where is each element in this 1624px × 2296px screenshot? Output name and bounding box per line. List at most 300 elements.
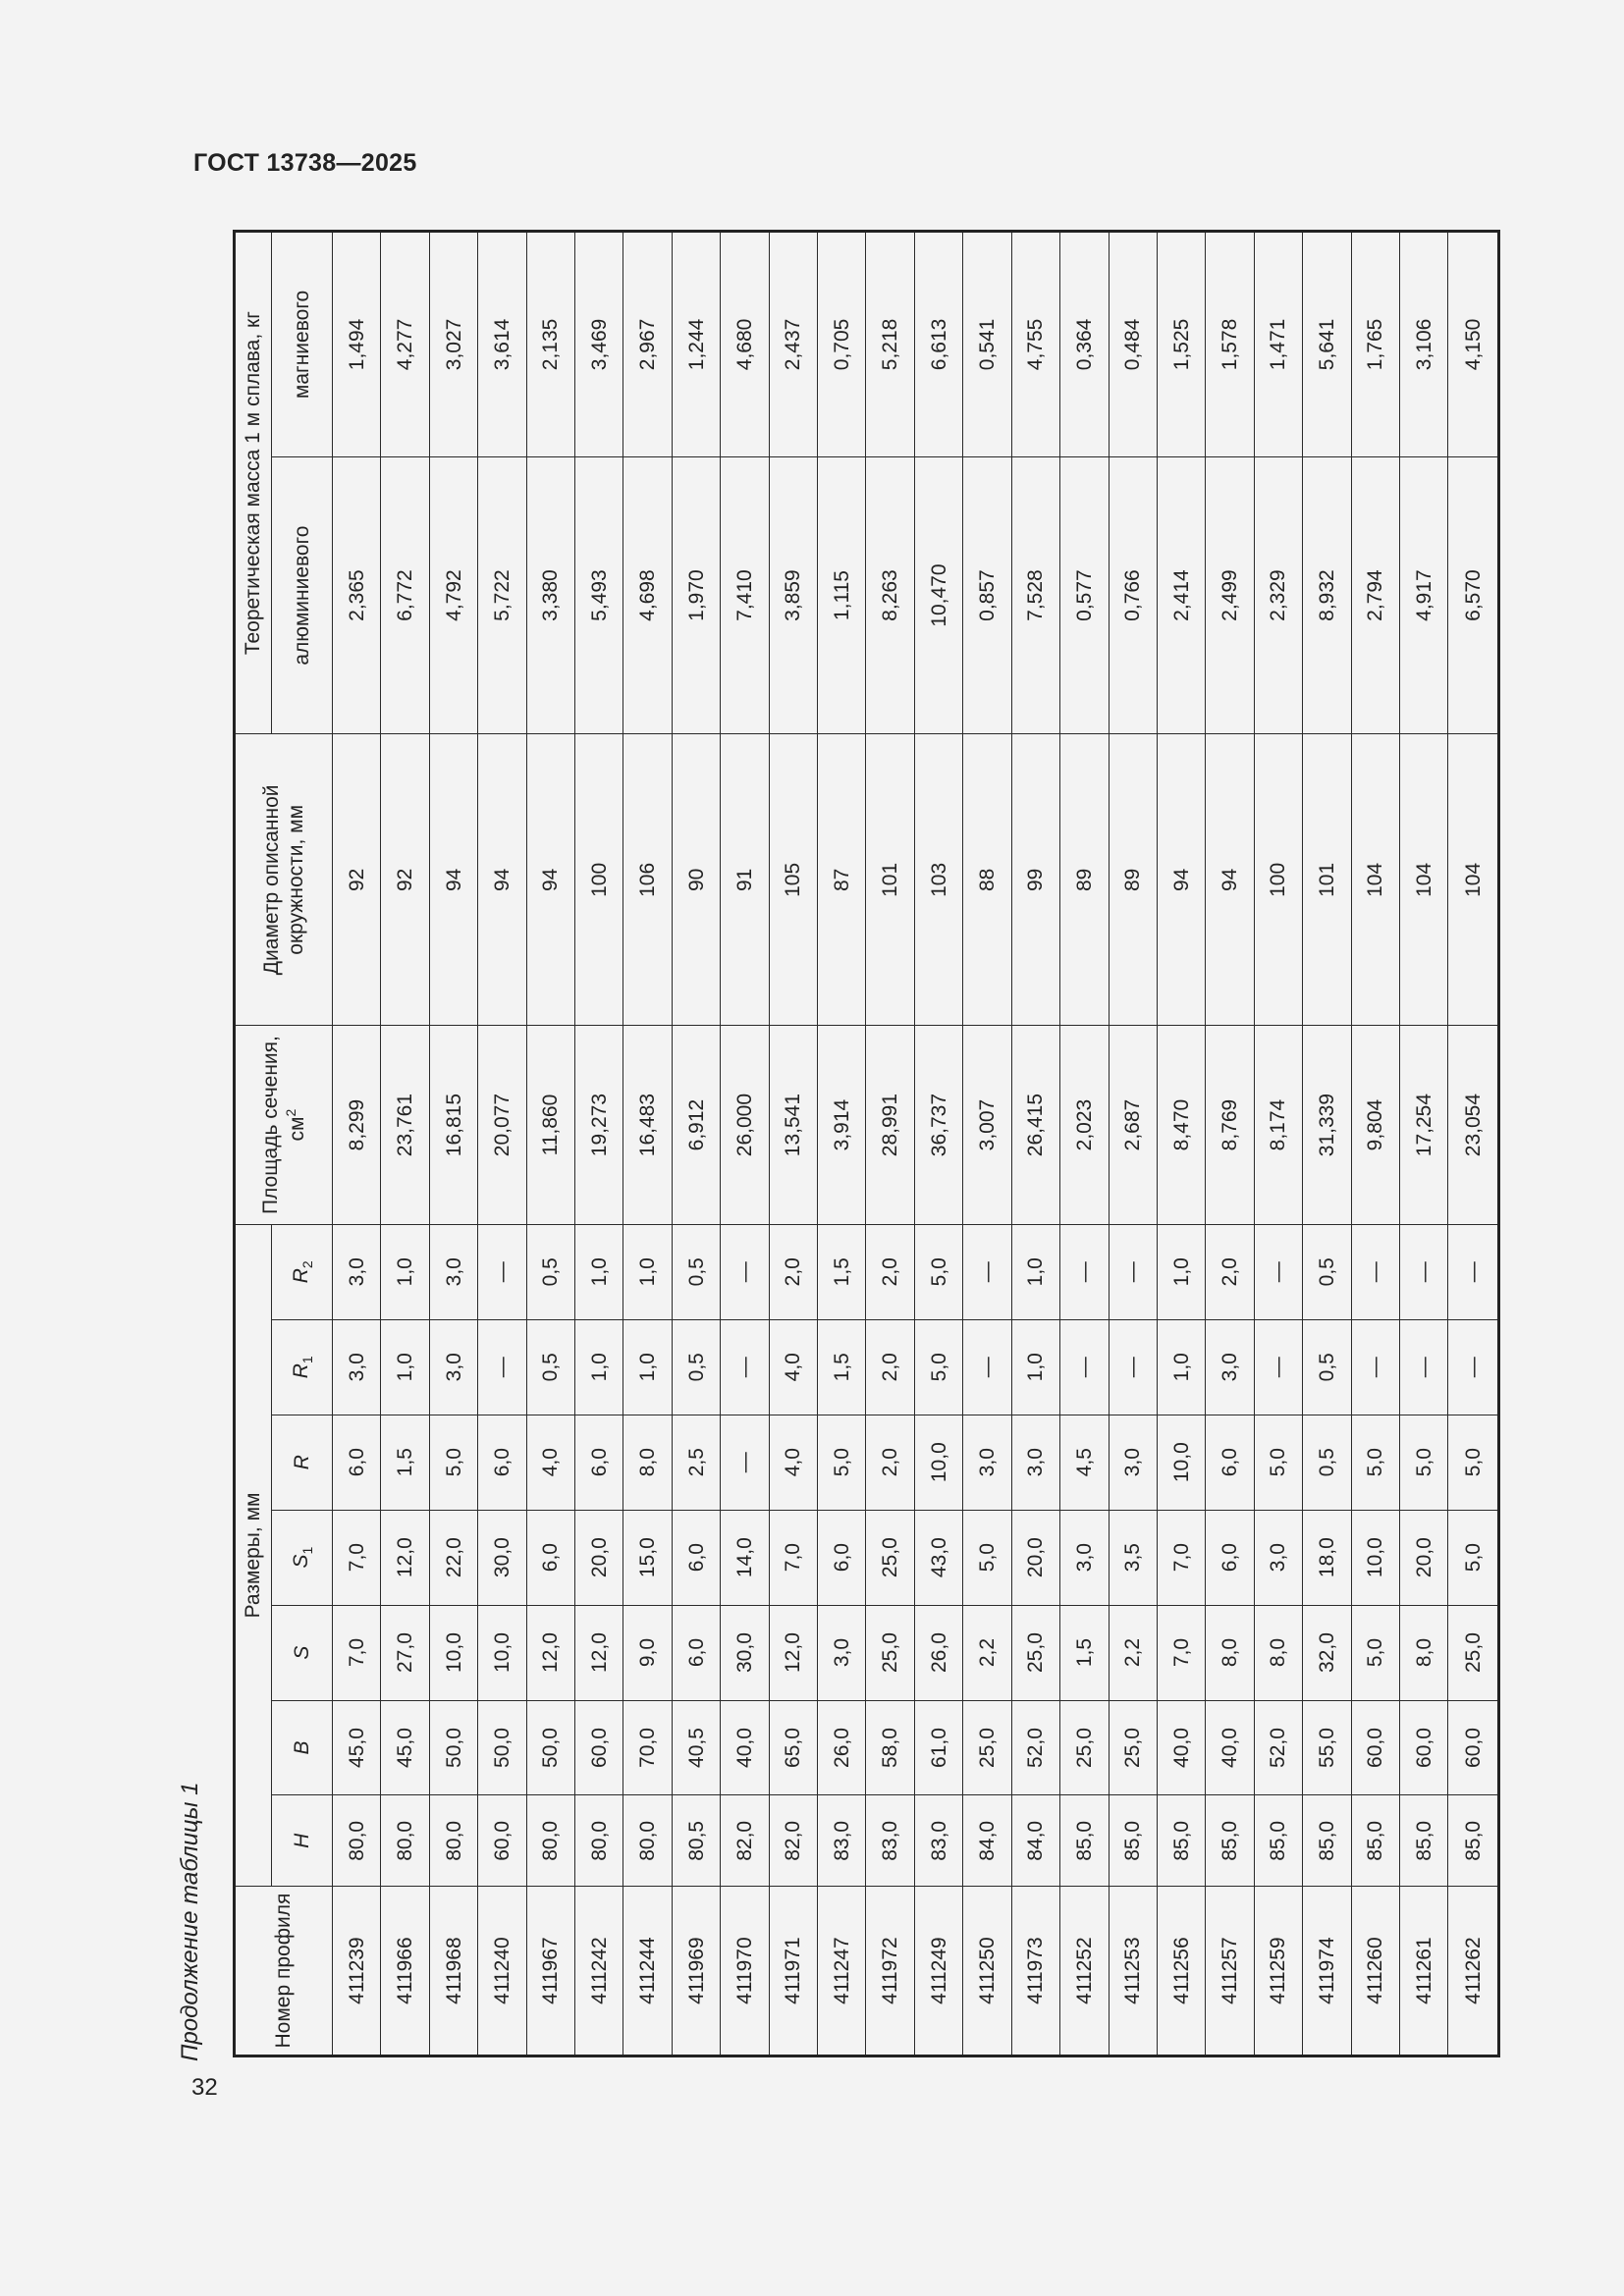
cell-dim-s: 10,0 [478, 1605, 526, 1700]
cell-area: 26,000 [721, 1026, 769, 1224]
cell-dim-s: 2,2 [1109, 1605, 1157, 1700]
cell-dim-r: 3,0 [1011, 1415, 1059, 1510]
cell-dim-r1: 0,5 [526, 1319, 574, 1415]
cell-area: 11,860 [526, 1026, 574, 1224]
cell-profile-number: 411262 [1448, 1887, 1499, 2056]
cell-dim-b: 61,0 [914, 1700, 962, 1795]
cell-area: 31,339 [1303, 1026, 1351, 1224]
cell-dim-s1: 18,0 [1303, 1510, 1351, 1605]
cell-profile-number: 411261 [1399, 1887, 1447, 2056]
cell-dim-s1: 30,0 [478, 1510, 526, 1605]
cell-mass-aluminum: 8,263 [866, 456, 914, 733]
table-body [333, 232, 1499, 2056]
cell-dim-s: 5,0 [1351, 1605, 1399, 1700]
cell-dim-r1: — [1448, 1319, 1499, 1415]
cell-area: 8,470 [1157, 1026, 1205, 1224]
header-mass-magnesium: магниевого [272, 232, 333, 457]
cell-mass-aluminum: 6,772 [381, 456, 429, 733]
cell-area: 8,769 [1206, 1026, 1254, 1224]
cell-dim-r2: 5,0 [914, 1224, 962, 1319]
cell-diameter: 89 [1109, 734, 1157, 1026]
header-dimensions: Размеры, мм [235, 1224, 272, 1886]
cell-profile-number: 411972 [866, 1887, 914, 2056]
cell-dim-r2: 1,0 [623, 1224, 672, 1319]
cell-dim-r2: 2,0 [1206, 1224, 1254, 1319]
cell-mass-aluminum: 4,792 [429, 456, 477, 733]
cell-dim-r: 5,0 [1448, 1415, 1499, 1510]
cell-area: 23,054 [1448, 1026, 1499, 1224]
table-row [1206, 232, 1254, 2056]
table-row [818, 232, 866, 2056]
cell-mass-aluminum: 2,794 [1351, 456, 1399, 733]
table-row [914, 232, 962, 2056]
cell-mass-magnesium: 5,218 [866, 232, 914, 457]
table-row [866, 232, 914, 2056]
cell-mass-magnesium: 3,106 [1399, 232, 1447, 457]
table-row [672, 232, 720, 2056]
cell-area: 36,737 [914, 1026, 962, 1224]
cell-dim-h: 60,0 [478, 1795, 526, 1887]
header-mass-aluminum: алюминиевого [272, 456, 333, 733]
cell-dim-s1: 15,0 [623, 1510, 672, 1605]
cell-profile-number: 411974 [1303, 1887, 1351, 2056]
cell-mass-magnesium: 1,525 [1157, 232, 1205, 457]
cell-profile-number: 411247 [818, 1887, 866, 2056]
cell-profile-number: 411252 [1060, 1887, 1109, 2056]
cell-mass-aluminum: 7,410 [721, 456, 769, 733]
cell-dim-r: 5,0 [818, 1415, 866, 1510]
cell-mass-aluminum: 2,414 [1157, 456, 1205, 733]
cell-area: 20,077 [478, 1026, 526, 1224]
cell-mass-aluminum: 2,499 [1206, 456, 1254, 733]
cell-mass-aluminum: 1,970 [672, 456, 720, 733]
cell-dim-r1: 3,0 [333, 1319, 381, 1415]
cell-dim-s: 25,0 [866, 1605, 914, 1700]
cell-dim-h: 80,0 [526, 1795, 574, 1887]
cell-dim-b: 50,0 [429, 1700, 477, 1795]
header-dim-r1-letter: R [289, 1363, 312, 1379]
cell-dim-s1: 3,0 [1254, 1510, 1302, 1605]
cell-dim-s1: 3,0 [1060, 1510, 1109, 1605]
cell-dim-r: 6,0 [478, 1415, 526, 1510]
table-row [623, 232, 672, 2056]
cell-dim-h: 82,0 [721, 1795, 769, 1887]
cell-dim-r2: 1,0 [575, 1224, 623, 1319]
cell-diameter: 94 [478, 734, 526, 1026]
cell-dim-r2: 2,0 [866, 1224, 914, 1319]
cell-mass-magnesium: 4,277 [381, 232, 429, 457]
cell-dim-s: 12,0 [769, 1605, 817, 1700]
cell-dim-h: 85,0 [1060, 1795, 1109, 1887]
table-row [1351, 232, 1399, 2056]
cell-dim-r2: — [1399, 1224, 1447, 1319]
cell-dim-b: 45,0 [333, 1700, 381, 1795]
cell-dim-r: 10,0 [914, 1415, 962, 1510]
cell-dim-b: 40,0 [1206, 1700, 1254, 1795]
cell-mass-aluminum: 7,528 [1011, 456, 1059, 733]
rotated-table-container [233, 230, 1500, 2057]
cell-diameter: 94 [526, 734, 574, 1026]
cell-mass-aluminum: 2,329 [1254, 456, 1302, 733]
cell-dim-r2: — [963, 1224, 1011, 1319]
cell-dim-s: 25,0 [1448, 1605, 1499, 1700]
cell-profile-number: 411260 [1351, 1887, 1399, 2056]
cell-dim-r1: — [1060, 1319, 1109, 1415]
cell-area: 8,299 [333, 1026, 381, 1224]
cell-dim-s1: 22,0 [429, 1510, 477, 1605]
cell-diameter: 94 [429, 734, 477, 1026]
cell-mass-magnesium: 2,135 [526, 232, 574, 457]
cell-dim-b: 45,0 [381, 1700, 429, 1795]
cell-dim-s1: 6,0 [672, 1510, 720, 1605]
cell-mass-magnesium: 4,755 [1011, 232, 1059, 457]
cell-mass-magnesium: 2,437 [769, 232, 817, 457]
header-dim-s1 [272, 1510, 333, 1605]
cell-dim-r2: — [721, 1224, 769, 1319]
cell-dim-s1: 20,0 [575, 1510, 623, 1605]
cell-profile-number: 411259 [1254, 1887, 1302, 2056]
cell-mass-magnesium: 0,484 [1109, 232, 1157, 457]
cell-mass-aluminum: 3,859 [769, 456, 817, 733]
cell-diameter: 99 [1011, 734, 1059, 1026]
cell-dim-s1: 3,5 [1109, 1510, 1157, 1605]
cell-mass-aluminum: 2,365 [333, 456, 381, 733]
cell-area: 3,914 [818, 1026, 866, 1224]
cell-dim-r1: 4,0 [769, 1319, 817, 1415]
cell-profile-number: 411968 [429, 1887, 477, 2056]
cell-dim-h: 80,0 [575, 1795, 623, 1887]
cell-dim-r1: — [478, 1319, 526, 1415]
cell-mass-magnesium: 2,967 [623, 232, 672, 457]
cell-dim-r: 4,5 [1060, 1415, 1109, 1510]
cell-profile-number: 411253 [1109, 1887, 1157, 2056]
cell-dim-r1: 0,5 [1303, 1319, 1351, 1415]
cell-dim-h: 85,0 [1157, 1795, 1205, 1887]
page-number: 32 [191, 2074, 218, 2101]
cell-mass-magnesium: 5,641 [1303, 232, 1351, 457]
table-row [1011, 232, 1059, 2056]
cell-dim-r2: — [1060, 1224, 1109, 1319]
cell-dim-s: 7,0 [333, 1605, 381, 1700]
cell-dim-s1: 5,0 [963, 1510, 1011, 1605]
cell-dim-r2: 1,0 [381, 1224, 429, 1319]
cell-diameter: 100 [1254, 734, 1302, 1026]
cell-dim-s: 32,0 [1303, 1605, 1351, 1700]
cell-dim-r2: 1,0 [1011, 1224, 1059, 1319]
table-row [769, 232, 817, 2056]
cell-diameter: 105 [769, 734, 817, 1026]
cell-dim-r2: 3,0 [429, 1224, 477, 1319]
header-area-sup: 2 [283, 1108, 298, 1117]
cell-diameter: 90 [672, 734, 720, 1026]
cell-profile-number: 411240 [478, 1887, 526, 2056]
table-row [721, 232, 769, 2056]
cell-dim-b: 60,0 [1448, 1700, 1499, 1795]
cell-mass-aluminum: 0,857 [963, 456, 1011, 733]
cell-dim-r2: — [1448, 1224, 1499, 1319]
cell-diameter: 104 [1448, 734, 1499, 1026]
cell-profile-number: 411257 [1206, 1887, 1254, 2056]
document-header: ГОСТ 13738—2025 [193, 149, 417, 177]
table-row [1303, 232, 1351, 2056]
header-dim-s1-sub: 1 [298, 1546, 315, 1555]
cell-area: 17,254 [1399, 1026, 1447, 1224]
cell-dim-r1: — [1254, 1319, 1302, 1415]
cell-mass-aluminum: 0,577 [1060, 456, 1109, 733]
cell-dim-h: 85,0 [1206, 1795, 1254, 1887]
cell-dim-s1: 6,0 [818, 1510, 866, 1605]
cell-dim-s1: 43,0 [914, 1510, 962, 1605]
cell-dim-h: 80,0 [429, 1795, 477, 1887]
cell-dim-s1: 6,0 [1206, 1510, 1254, 1605]
cell-dim-s: 1,5 [1060, 1605, 1109, 1700]
cell-dim-r: 6,0 [333, 1415, 381, 1510]
cell-mass-magnesium: 1,765 [1351, 232, 1399, 457]
cell-dim-s: 3,0 [818, 1605, 866, 1700]
cell-profile-number: 411239 [333, 1887, 381, 2056]
header-profile: Номер профиля [235, 1887, 333, 2056]
cell-mass-aluminum: 10,470 [914, 456, 962, 733]
cell-area: 6,912 [672, 1026, 720, 1224]
cell-area: 8,174 [1254, 1026, 1302, 1224]
table-row [429, 232, 477, 2056]
cell-dim-r2: — [1109, 1224, 1157, 1319]
cell-dim-r2: — [1254, 1224, 1302, 1319]
cell-area: 28,991 [866, 1026, 914, 1224]
table-row [1399, 232, 1447, 2056]
cell-dim-r: 2,0 [866, 1415, 914, 1510]
header-dim-r2 [272, 1224, 333, 1319]
cell-mass-aluminum: 8,932 [1303, 456, 1351, 733]
cell-dim-s1: 7,0 [333, 1510, 381, 1605]
header-mass: Теоретическая масса 1 м сплава, кг [235, 232, 272, 734]
cell-dim-s1: 6,0 [526, 1510, 574, 1605]
cell-diameter: 89 [1060, 734, 1109, 1026]
cell-dim-r: 5,0 [1351, 1415, 1399, 1510]
cell-dim-h: 83,0 [866, 1795, 914, 1887]
cell-mass-magnesium: 3,469 [575, 232, 623, 457]
cell-dim-s: 9,0 [623, 1605, 672, 1700]
cell-dim-h: 85,0 [1303, 1795, 1351, 1887]
cell-area: 16,815 [429, 1026, 477, 1224]
cell-dim-h: 84,0 [1011, 1795, 1059, 1887]
cell-dim-r: 3,0 [1109, 1415, 1157, 1510]
cell-dim-r1: — [721, 1319, 769, 1415]
cell-dim-b: 40,0 [721, 1700, 769, 1795]
header-dim-s1-letter: S [289, 1554, 312, 1569]
cell-mass-magnesium: 4,680 [721, 232, 769, 457]
cell-mass-aluminum: 5,722 [478, 456, 526, 733]
cell-dim-r1: — [1351, 1319, 1399, 1415]
cell-dim-h: 80,5 [672, 1795, 720, 1887]
cell-dim-h: 84,0 [963, 1795, 1011, 1887]
cell-dim-b: 70,0 [623, 1700, 672, 1795]
cell-dim-r2: — [478, 1224, 526, 1319]
cell-dim-b: 25,0 [1109, 1700, 1157, 1795]
table-row [381, 232, 429, 2056]
cell-dim-r: 5,0 [1399, 1415, 1447, 1510]
cell-dim-r: 0,5 [1303, 1415, 1351, 1510]
cell-dim-r: 4,0 [526, 1415, 574, 1510]
cell-area: 2,023 [1060, 1026, 1109, 1224]
cell-dim-h: 82,0 [769, 1795, 817, 1887]
header-area-text: Площадь сечения, см [258, 1036, 308, 1215]
cell-dim-s: 6,0 [672, 1605, 720, 1700]
cell-dim-s: 7,0 [1157, 1605, 1205, 1700]
table-row [526, 232, 574, 2056]
cell-dim-s: 12,0 [575, 1605, 623, 1700]
cell-dim-s: 12,0 [526, 1605, 574, 1700]
cell-dim-s: 2,2 [963, 1605, 1011, 1700]
cell-dim-b: 52,0 [1011, 1700, 1059, 1795]
cell-area: 16,483 [623, 1026, 672, 1224]
cell-profile-number: 411973 [1011, 1887, 1059, 2056]
cell-dim-s: 8,0 [1254, 1605, 1302, 1700]
table-row [478, 232, 526, 2056]
cell-dim-s1: 7,0 [769, 1510, 817, 1605]
cell-dim-s1: 20,0 [1399, 1510, 1447, 1605]
cell-area: 19,273 [575, 1026, 623, 1224]
cell-dim-s: 30,0 [721, 1605, 769, 1700]
cell-dim-r1: 3,0 [429, 1319, 477, 1415]
cell-dim-r2: 1,5 [818, 1224, 866, 1319]
cell-diameter: 106 [623, 734, 672, 1026]
cell-dim-r2: 3,0 [333, 1224, 381, 1319]
cell-dim-h: 85,0 [1448, 1795, 1499, 1887]
cell-dim-s1: 5,0 [1448, 1510, 1499, 1605]
table-caption: Продолжение таблицы 1 [177, 1782, 203, 2061]
cell-mass-aluminum: 4,917 [1399, 456, 1447, 733]
cell-dim-h: 85,0 [1399, 1795, 1447, 1887]
cell-mass-magnesium: 0,541 [963, 232, 1011, 457]
header-dim-r1 [272, 1319, 333, 1415]
profiles-table [233, 230, 1500, 2057]
cell-profile-number: 411970 [721, 1887, 769, 2056]
cell-dim-s: 8,0 [1206, 1605, 1254, 1700]
cell-dim-s: 25,0 [1011, 1605, 1059, 1700]
cell-dim-r: 5,0 [1254, 1415, 1302, 1510]
cell-dim-s: 26,0 [914, 1605, 962, 1700]
cell-dim-r: 5,0 [429, 1415, 477, 1510]
cell-dim-r2: 1,0 [1157, 1224, 1205, 1319]
cell-dim-b: 25,0 [963, 1700, 1011, 1795]
cell-dim-r2: 2,0 [769, 1224, 817, 1319]
cell-dim-r1: 5,0 [914, 1319, 962, 1415]
cell-dim-r: 8,0 [623, 1415, 672, 1510]
cell-dim-s1: 10,0 [1351, 1510, 1399, 1605]
cell-diameter: 92 [333, 734, 381, 1026]
cell-mass-magnesium: 0,705 [818, 232, 866, 457]
cell-mass-aluminum: 6,570 [1448, 456, 1499, 733]
cell-dim-r: — [721, 1415, 769, 1510]
table-row [1448, 232, 1499, 2056]
cell-mass-magnesium: 3,614 [478, 232, 526, 457]
cell-diameter: 87 [818, 734, 866, 1026]
cell-dim-r: 2,5 [672, 1415, 720, 1510]
cell-diameter: 104 [1351, 734, 1399, 1026]
cell-mass-aluminum: 1,115 [818, 456, 866, 733]
cell-dim-s: 8,0 [1399, 1605, 1447, 1700]
cell-mass-magnesium: 3,027 [429, 232, 477, 457]
cell-dim-r1: 1,0 [1011, 1319, 1059, 1415]
header-dim-r2-letter: R [289, 1268, 312, 1284]
cell-dim-r1: — [963, 1319, 1011, 1415]
cell-dim-r1: 0,5 [672, 1319, 720, 1415]
cell-dim-r1: 1,5 [818, 1319, 866, 1415]
cell-dim-b: 50,0 [478, 1700, 526, 1795]
cell-diameter: 94 [1206, 734, 1254, 1026]
cell-dim-h: 85,0 [1109, 1795, 1157, 1887]
cell-dim-h: 83,0 [914, 1795, 962, 1887]
cell-dim-r: 6,0 [1206, 1415, 1254, 1510]
cell-profile-number: 411966 [381, 1887, 429, 2056]
cell-dim-r: 3,0 [963, 1415, 1011, 1510]
cell-dim-r2: 0,5 [526, 1224, 574, 1319]
header-dim-r: R [272, 1415, 333, 1510]
cell-area: 13,541 [769, 1026, 817, 1224]
cell-dim-r: 1,5 [381, 1415, 429, 1510]
header-dim-h: H [272, 1795, 333, 1887]
cell-dim-r1: 1,0 [623, 1319, 672, 1415]
cell-dim-b: 58,0 [866, 1700, 914, 1795]
cell-dim-r: 6,0 [575, 1415, 623, 1510]
cell-dim-b: 26,0 [818, 1700, 866, 1795]
cell-dim-b: 65,0 [769, 1700, 817, 1795]
cell-diameter: 94 [1157, 734, 1205, 1026]
cell-profile-number: 411249 [914, 1887, 962, 2056]
cell-profile-number: 411967 [526, 1887, 574, 2056]
header-diameter: Диаметр описанной окружности, мм [235, 734, 333, 1026]
cell-area: 9,804 [1351, 1026, 1399, 1224]
cell-mass-magnesium: 1,244 [672, 232, 720, 457]
cell-dim-b: 60,0 [1399, 1700, 1447, 1795]
cell-diameter: 92 [381, 734, 429, 1026]
cell-mass-magnesium: 6,613 [914, 232, 962, 457]
cell-dim-r2: 0,5 [672, 1224, 720, 1319]
table-row [1254, 232, 1302, 2056]
cell-dim-r2: — [1351, 1224, 1399, 1319]
cell-dim-s1: 20,0 [1011, 1510, 1059, 1605]
cell-dim-h: 85,0 [1351, 1795, 1399, 1887]
cell-diameter: 101 [866, 734, 914, 1026]
cell-profile-number: 411250 [963, 1887, 1011, 2056]
cell-diameter: 88 [963, 734, 1011, 1026]
cell-diameter: 100 [575, 734, 623, 1026]
cell-dim-s1: 25,0 [866, 1510, 914, 1605]
cell-dim-s1: 14,0 [721, 1510, 769, 1605]
cell-mass-magnesium: 0,364 [1060, 232, 1109, 457]
cell-dim-r1: — [1399, 1319, 1447, 1415]
cell-dim-r1: 3,0 [1206, 1319, 1254, 1415]
cell-dim-b: 40,0 [1157, 1700, 1205, 1795]
cell-dim-r1: 1,0 [381, 1319, 429, 1415]
cell-profile-number: 411242 [575, 1887, 623, 2056]
cell-dim-b: 25,0 [1060, 1700, 1109, 1795]
header-dim-r2-sub: 2 [298, 1260, 315, 1269]
cell-mass-magnesium: 1,471 [1254, 232, 1302, 457]
cell-mass-magnesium: 4,150 [1448, 232, 1499, 457]
cell-mass-magnesium: 1,494 [333, 232, 381, 457]
table-row [963, 232, 1011, 2056]
cell-dim-b: 52,0 [1254, 1700, 1302, 1795]
cell-area: 2,687 [1109, 1026, 1157, 1224]
cell-dim-b: 60,0 [575, 1700, 623, 1795]
cell-dim-h: 85,0 [1254, 1795, 1302, 1887]
cell-mass-magnesium: 1,578 [1206, 232, 1254, 457]
cell-dim-b: 55,0 [1303, 1700, 1351, 1795]
cell-dim-b: 40,5 [672, 1700, 720, 1795]
cell-dim-h: 80,0 [381, 1795, 429, 1887]
